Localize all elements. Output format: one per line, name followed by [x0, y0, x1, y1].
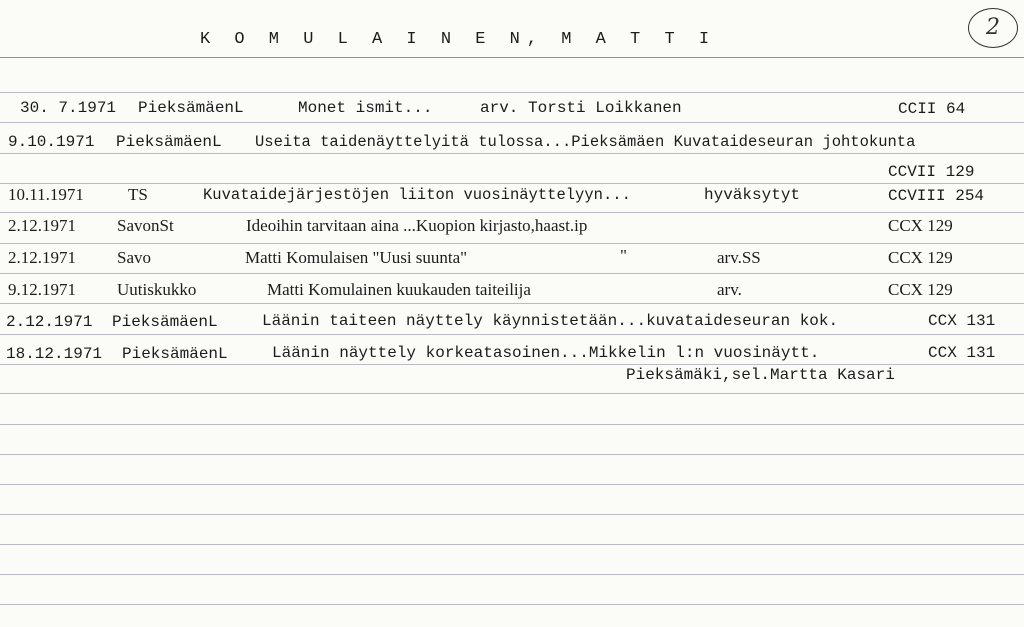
- ruled-line: [0, 153, 1024, 154]
- entry-ditto-mark: ": [620, 246, 627, 265]
- entry-note: hyväksytyt: [704, 186, 801, 204]
- entry-title: Ideoihin tarvitaan aina ...Kuopion kirjasto,haast.ip: [246, 216, 588, 235]
- entry-ref: CCX 129: [888, 248, 953, 267]
- entry-source: TS: [128, 185, 148, 204]
- entry-source: PieksämäenL: [116, 133, 222, 151]
- entry-title: Matti Komulainen kuukauden taiteilija: [267, 280, 531, 299]
- entry-ref: CCX 131: [928, 344, 996, 362]
- entry-date: 2.12.1971: [8, 248, 76, 267]
- entry-note: Pieksämäki,sel.Martta Kasari: [626, 366, 895, 384]
- ruled-line: [0, 92, 1024, 93]
- entry-ref: CCX 129: [888, 216, 953, 235]
- card-heading: K O M U L A I N E N, M A T T I: [200, 30, 717, 49]
- ruled-line: [0, 484, 1024, 485]
- ruled-line: [0, 514, 1024, 515]
- card-number-circle: 2: [968, 8, 1018, 48]
- entry-title: Useita taidenäyttelyitä tulossa...Pieksämäen Kuvataideseuran johtokunta: [255, 133, 916, 151]
- entry-date: 30. 7.1971: [20, 99, 117, 117]
- entry-date: 9.12.1971: [8, 280, 76, 299]
- ruled-line: [0, 183, 1024, 184]
- entry-title: Matti Komulaisen "Uusi suunta": [245, 248, 468, 267]
- ruled-line: [0, 243, 1024, 244]
- entry-source: PieksämäenL: [122, 345, 228, 363]
- ruled-line: [0, 122, 1024, 123]
- ruled-line: [0, 424, 1024, 425]
- entry-date: 18.12.1971: [6, 345, 103, 363]
- ruled-line: [0, 212, 1024, 213]
- entry-source: Uutiskukko: [117, 280, 197, 299]
- ruled-line: [0, 57, 1024, 58]
- entry-ref: CCVII 129: [888, 163, 975, 181]
- entry-title: Monet ismit...: [298, 99, 433, 117]
- entry-note: arv.: [717, 280, 742, 299]
- ruled-line: [0, 454, 1024, 455]
- entry-ref: CCX 129: [888, 280, 953, 299]
- ruled-line: [0, 303, 1024, 304]
- entry-note: arv. Torsti Loikkanen: [480, 99, 682, 117]
- entry-source: SavonSt: [117, 216, 174, 235]
- ruled-line: [0, 544, 1024, 545]
- ruled-line: [0, 334, 1024, 335]
- entry-date: 2.12.1971: [8, 216, 76, 235]
- entry-source: Savo: [117, 248, 151, 267]
- entry-date: 9.10.1971: [8, 133, 95, 151]
- entry-note: arv.SS: [717, 248, 761, 267]
- ruled-line: [0, 574, 1024, 575]
- entry-source: PieksämäenL: [138, 99, 244, 117]
- entry-title: Läänin näyttely korkeatasoinen...Mikkelin l:n vuosinäytt.: [272, 344, 820, 362]
- entry-ref: CCX 131: [928, 312, 996, 330]
- entry-ref: CCII 64: [898, 100, 966, 118]
- ruled-line: [0, 393, 1024, 394]
- ruled-line: [0, 604, 1024, 605]
- entry-ref: CCVIII 254: [888, 187, 985, 205]
- entry-date: 2.12.1971: [6, 313, 93, 331]
- entry-title: Läänin taiteen näyttely käynnistetään...kuvataideseuran kok.: [262, 312, 839, 330]
- entry-title: Kuvataidejärjestöjen liiton vuosinäyttelyyn...: [203, 186, 631, 204]
- entry-source: PieksämäenL: [112, 313, 218, 331]
- entry-date: 10.11.1971: [8, 185, 84, 204]
- ruled-line: [0, 273, 1024, 274]
